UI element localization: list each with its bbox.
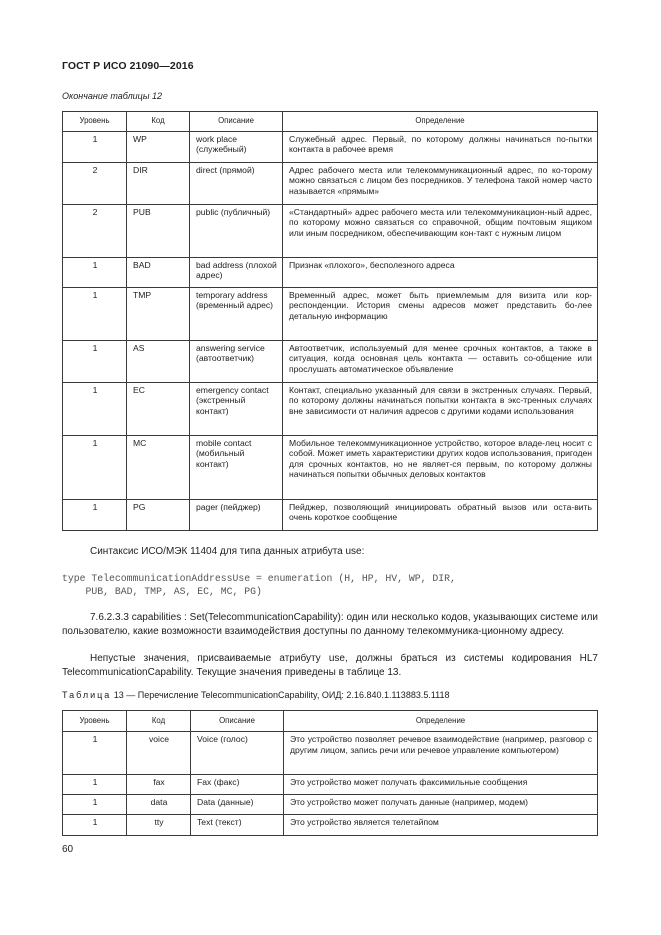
cell-level: 2: [63, 162, 127, 204]
header-code: Код: [127, 112, 190, 132]
cell-description: emergency contact (экстренный контакт): [190, 382, 283, 435]
table-row: [63, 131, 598, 162]
cell-definition: Пейджер, позволяющий инициировать обратный вызов или оста-вить очень короткое сообщение: [283, 499, 598, 530]
header-level: Уровень: [63, 711, 127, 732]
cell-level: 1: [63, 795, 127, 815]
paragraph-capabilities: 7.6.2.3.3 capabilities : Set(TelecommunicationCapability): один или несколько кодов, указывающих системе или пользователю, какие возможности взаимодействия доступны по данному телекоммуника-ционному адресу.: [62, 612, 598, 637]
header-definition: Определение: [284, 711, 598, 732]
header-description: Описание: [191, 711, 284, 732]
table-row: [63, 287, 598, 340]
cell-level: 1: [63, 257, 127, 287]
cell-level: 1: [63, 131, 127, 162]
cell-code: MC: [127, 435, 190, 499]
page-number: 60: [62, 844, 74, 855]
cell-description: Voice (голос): [191, 732, 284, 775]
cell-description: Fax (факс): [191, 775, 284, 795]
header-definition: Определение: [283, 112, 598, 132]
cell-code: data: [127, 795, 191, 815]
table13-caption-word: Таблица: [62, 690, 112, 700]
cell-description: Data (данные): [191, 795, 284, 815]
cell-level: 2: [63, 204, 127, 257]
header-code: Код: [127, 711, 191, 732]
header-description: Описание: [190, 112, 283, 132]
cell-code: PUB: [127, 204, 190, 257]
table-header-row: [63, 711, 598, 732]
cell-description: bad address (плохой адрес): [190, 257, 283, 287]
cell-description: direct (прямой): [190, 162, 283, 204]
table-row: [63, 795, 598, 815]
cell-definition: Это устройство может получать факсимильные сообщения: [284, 775, 598, 795]
table-12: [62, 111, 598, 531]
cell-definition: Это устройство является телетайпом: [284, 815, 598, 836]
cell-code: voice: [127, 732, 191, 775]
syntax-intro: Синтаксис ИСО/МЭК 11404 для типа данных атрибута use:: [90, 546, 365, 557]
table-header-row: [63, 112, 598, 132]
code-line-1: type TelecommunicationAddressUse = enumeration (H, HP, HV, WP, DIR,: [62, 573, 456, 584]
cell-definition: Адрес рабочего места или телекоммуникационный адрес, по ко-торому можно связаться с лицом без посредников. У телефона такой номер часто называется «прямым»: [283, 162, 598, 204]
paragraph-values: Непустые значения, присваиваемые атрибуту use, должны браться из системы кодирования HL7 TelecommunicationCapability. Текущие значения приведены в таблице 13.: [62, 653, 598, 678]
cell-description: answering service (автоответчик): [190, 340, 283, 382]
table-row: [63, 775, 598, 795]
cell-description: public (публичный): [190, 204, 283, 257]
table-row: [63, 435, 598, 499]
cell-definition: Контакт, специально указанный для связи в экстренных случаях. Первый, по которому должны начинаться попытки контакта в экс-тренных случаях вне зависимости от наличия адресов с другими кодами использования: [283, 382, 598, 435]
cell-description: temporary address (временный адрес): [190, 287, 283, 340]
cell-code: DIR: [127, 162, 190, 204]
cell-definition: Это устройство позволяет речевое взаимодействие (например, разговор с другим лицом, запись речи или речевое управление компьютером): [284, 732, 598, 775]
table13-caption-rest: 13 — Перечисление TelecommunicationCapability, ОИД: 2.16.840.1.113883.5.1118: [111, 690, 450, 700]
table13-caption: [62, 690, 450, 700]
cell-level: 1: [63, 775, 127, 795]
cell-definition: Автоответчик, используемый для менее срочных контактов, а также в ситуация, когда основная цель контакта — оставить со-общение или прослушать автоматическое объявление: [283, 340, 598, 382]
table-13: [62, 710, 598, 836]
cell-code: tty: [127, 815, 191, 836]
cell-code: WP: [127, 131, 190, 162]
cell-description: work place (служебный): [190, 131, 283, 162]
cell-definition: Это устройство может получать данные (например, модем): [284, 795, 598, 815]
cell-level: 1: [63, 499, 127, 530]
table-row: [63, 204, 598, 257]
cell-level: 1: [63, 815, 127, 836]
cell-definition: Временный адрес, может быть приемлемым для визита или кор-респонденции. История смены адресов может представить бо-лее детальную информацию: [283, 287, 598, 340]
cell-level: 1: [63, 382, 127, 435]
table-row: [63, 732, 598, 775]
cell-definition: «Стандартный» адрес рабочего места или телекоммуникацион-ный адрес, по которому можно связаться со справочной, общим почтовым ящиком или иным посредником, обеспечивающим кон-такт с нужным лицом: [283, 204, 598, 257]
cell-definition: Признак «плохого», бесполезного адреса: [283, 257, 598, 287]
cell-level: 1: [63, 435, 127, 499]
code-line-2: PUB, BAD, TMP, AS, EC, MC, PG): [62, 586, 262, 597]
cell-definition: Мобильное телекоммуникационное устройство, которое владе-лец носит с собой. Может иметь характеристики других кодов использования, пригоден для срочных контактов, но не являет-ся первым, по которому должны начинаться попытки обычных деловых контактов: [283, 435, 598, 499]
cell-code: TMP: [127, 287, 190, 340]
table-row: [63, 257, 598, 287]
cell-definition: Служебный адрес. Первый, по которому должны начинаться по-пытки контакта в рабочее время: [283, 131, 598, 162]
header-level: Уровень: [63, 112, 127, 132]
cell-code: AS: [127, 340, 190, 382]
cell-description: Text (текст): [191, 815, 284, 836]
table-row: [63, 499, 598, 530]
table-row: [63, 162, 598, 204]
cell-code: BAD: [127, 257, 190, 287]
cell-code: PG: [127, 499, 190, 530]
cell-level: 1: [63, 340, 127, 382]
cell-description: pager (пейджер): [190, 499, 283, 530]
cell-level: 1: [63, 732, 127, 775]
cell-code: EC: [127, 382, 190, 435]
table-row: [63, 382, 598, 435]
cell-description: mobile contact (мобильный контакт): [190, 435, 283, 499]
cell-level: 1: [63, 287, 127, 340]
table12-caption: Окончание таблицы 12: [62, 91, 162, 101]
table-row: [63, 340, 598, 382]
document-header: ГОСТ Р ИСО 21090—2016: [62, 60, 194, 72]
cell-code: fax: [127, 775, 191, 795]
table-row: [63, 815, 598, 836]
